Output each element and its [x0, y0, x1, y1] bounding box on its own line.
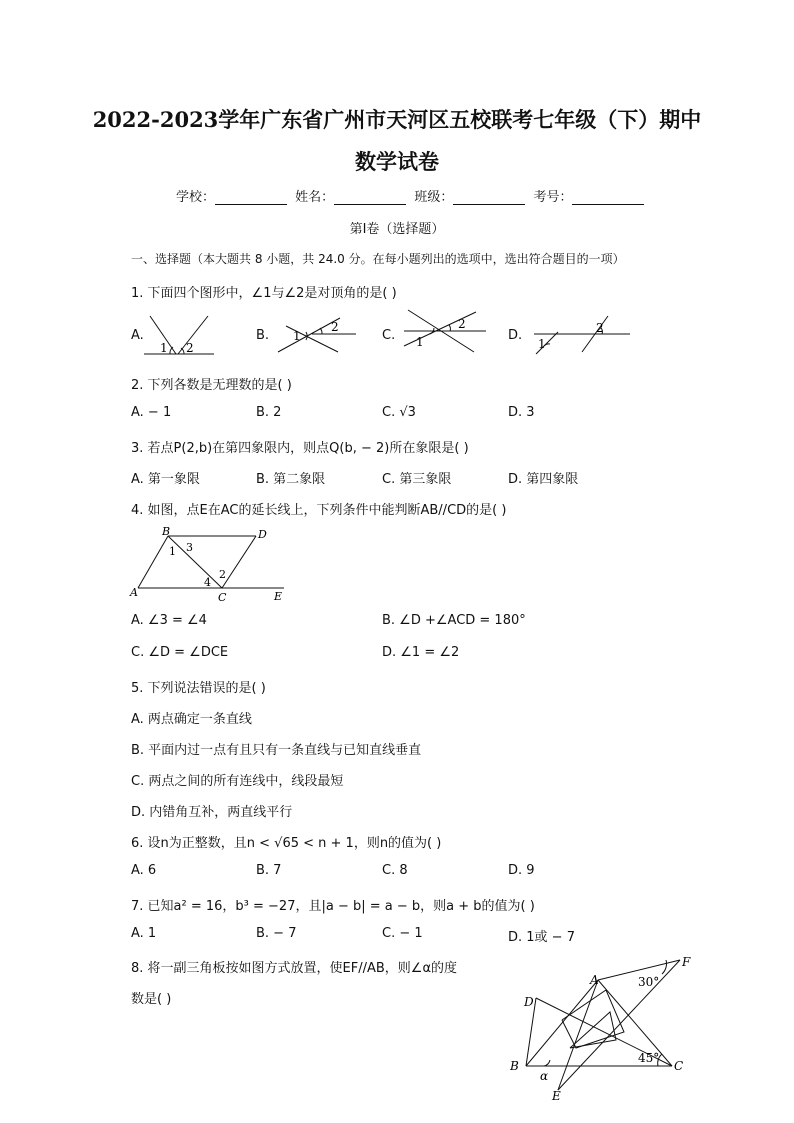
q4-figure [128, 524, 293, 602]
q1b-angle1-label: 1 [293, 329, 301, 343]
q7-option-d[interactable]: D. 1或 − 7 [508, 930, 575, 945]
q2-option-b[interactable]: B. 2 [256, 405, 282, 420]
q1-figure-a [140, 310, 220, 362]
q5-option-c[interactable]: C. 两点之间的所有连线中，线段最短 [131, 774, 344, 789]
q4-label-e: E [274, 590, 283, 602]
question-4-stem: 4. 如图，点E在AC的延长线上，下列条件中能判断AB//CD的是( ) [131, 503, 507, 518]
q8-label-f: F [682, 955, 691, 969]
question-1-stem: 1. 下面四个图形中，∠1与∠2是对顶角的是( ) [131, 286, 397, 301]
q1-option-a[interactable]: A. [131, 328, 144, 343]
q5-option-a[interactable]: A. 两点确定一条直线 [131, 712, 252, 727]
q1-option-b[interactable]: B. [256, 328, 270, 343]
q8-label-alpha: α [540, 1069, 549, 1083]
q1d-angle2-label: 2 [596, 321, 604, 335]
q4-angle4-label: 4 [204, 576, 211, 589]
q7-option-c[interactable]: C. − 1 [382, 926, 423, 941]
q1c-angle2-label: 2 [458, 317, 466, 331]
q8-label-a: A [590, 973, 599, 987]
q2-option-c[interactable]: C. √3 [382, 405, 416, 420]
q3-option-d[interactable]: D. 第四象限 [508, 472, 579, 487]
exam-no-field[interactable] [572, 192, 644, 205]
q4-label-b: B [162, 525, 171, 538]
q2-option-a[interactable]: A. − 1 [131, 405, 172, 420]
q1a-angle1-label: 1 [160, 341, 168, 355]
question-8-stem-cont: 数是( ) [131, 992, 172, 1007]
q4-label-d: D [258, 528, 267, 541]
q6-option-c[interactable]: C. 8 [382, 863, 408, 878]
school-label: 学校： [176, 190, 216, 205]
q8-label-45: 45° [638, 1051, 660, 1065]
q5-option-b[interactable]: B. 平面内过一点有且只有一条直线与已知直线垂直 [131, 743, 422, 758]
school-field[interactable] [215, 192, 287, 205]
q1c-angle1-label: 1 [416, 335, 424, 349]
question-3-stem: 3. 若点P(2,b)在第四象限内，则点Q(b, − 2)所在象限是( ) [131, 441, 469, 456]
q2-option-d[interactable]: D. 3 [508, 405, 535, 420]
q4-option-d[interactable]: D. ∠1 = ∠2 [382, 645, 460, 660]
q4-angle2-label: 2 [219, 568, 226, 581]
q3-option-c[interactable]: C. 第三象限 [382, 472, 452, 487]
q8-label-c: C [674, 1059, 684, 1073]
question-5-stem: 5. 下列说法错误的是( ) [131, 681, 266, 696]
question-8-stem: 8. 将一副三角板按如图方式放置，使EF//AB，则∠α的度 [131, 961, 458, 976]
page-title: 2022-2023学年广东省广州市天河区五校联考七年级（下）期中 [92, 107, 702, 132]
q1a-angle2-label: 2 [186, 341, 194, 355]
volume-heading: 第I卷（选择题） [349, 222, 445, 237]
q8-figure [506, 952, 696, 1104]
class-field[interactable] [453, 192, 525, 205]
question-7-stem: 7. 已知a² = 16，b³ = −27，且|a − b| = a − b，则a + b的值为( ) [131, 899, 535, 914]
q1-figure-d [530, 312, 634, 358]
q1b-angle2-label: 2 [331, 320, 339, 334]
q7-option-b[interactable]: B. − 7 [256, 926, 297, 941]
name-field[interactable] [334, 192, 406, 205]
q6-option-a[interactable]: A. 6 [131, 863, 157, 878]
q8-label-b: B [510, 1059, 519, 1073]
q5-option-d[interactable]: D. 内错角互补，两直线平行 [131, 805, 293, 820]
q6-option-d[interactable]: D. 9 [508, 863, 535, 878]
q3-option-b[interactable]: B. 第二象限 [256, 472, 326, 487]
page-subtitle: 数学试卷 [355, 149, 439, 174]
q1-figure-b [276, 312, 360, 358]
q4-option-c[interactable]: C. ∠D = ∠DCE [131, 645, 229, 660]
q1-option-c[interactable]: C. [382, 328, 396, 343]
q4-angle1-label: 1 [169, 545, 176, 558]
q4-option-a[interactable]: A. ∠3 = ∠4 [131, 613, 207, 628]
q8-label-d: D [524, 995, 534, 1009]
q6-option-b[interactable]: B. 7 [256, 863, 282, 878]
q7-option-a[interactable]: A. 1 [131, 926, 157, 941]
q4-label-a: A [130, 586, 138, 599]
q4-option-b[interactable]: B. ∠D +∠ACD = 180° [382, 613, 526, 628]
q4-label-c: C [218, 591, 227, 602]
q1-option-d[interactable]: D. [508, 328, 523, 343]
q1d-angle1-label: 1 [538, 337, 546, 351]
exam-no-label: 考号： [533, 190, 573, 205]
q8-label-e: E [552, 1089, 561, 1103]
question-6-stem: 6. 设n为正整数，且n < √65 < n + 1，则n的值为( ) [131, 836, 442, 851]
q3-option-a[interactable]: A. 第一象限 [131, 472, 200, 487]
question-2-stem: 2. 下列各数是无理数的是( ) [131, 378, 292, 393]
q8-label-30: 30° [638, 975, 660, 989]
name-label: 姓名： [295, 190, 335, 205]
class-label: 班级： [414, 190, 454, 205]
section-heading: 一、选择题（本大题共 8 小题，共 24.0 分。在每小题列出的选项中，选出符合题目的一项） [131, 252, 625, 266]
info-line [176, 186, 648, 205]
q4-angle3-label: 3 [186, 541, 193, 554]
q1-figure-c [402, 306, 492, 356]
